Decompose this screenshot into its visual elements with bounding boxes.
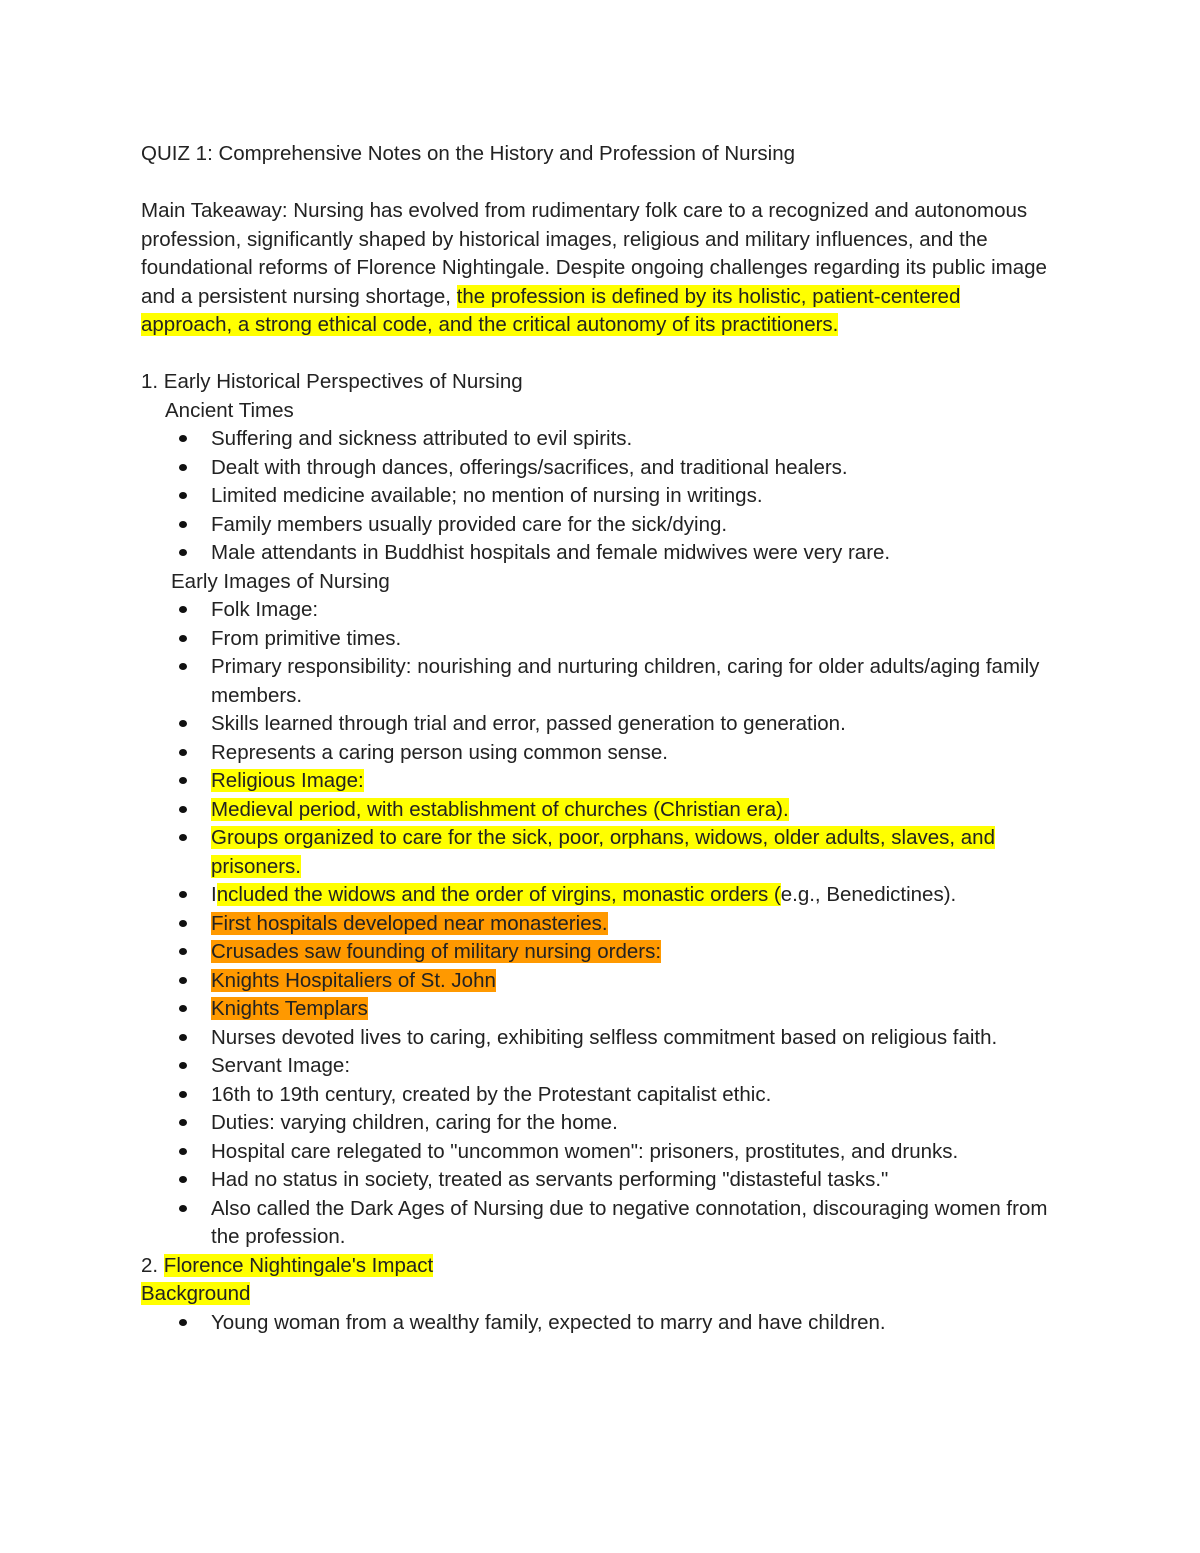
list-item-text: Family members usually provided care for the sick/dying. [211, 512, 728, 536]
list-item-text: Represents a caring person using common sense. [211, 740, 668, 764]
takeaway-highlight: the profession is defined by its holistic, patient-centered approach, a strong ethical code, and the critical autonomy of its practitioners. [141, 284, 961, 336]
list-item-text: From primitive times. [211, 626, 402, 650]
list-item-highlighted [141, 824, 1051, 881]
background-label: Background [141, 1282, 251, 1305]
bullet-icon [179, 521, 187, 528]
bullet-icon [179, 1205, 187, 1212]
list-item-text: Hospital care relegated to "uncommon women": prisoners, prostitutes, and drunks. [211, 1139, 959, 1163]
bullet-icon [179, 435, 187, 442]
bullet-icon [179, 1319, 187, 1326]
takeaway-text: Main Takeaway: Nursing has evolved from rudimentary folk care to a recognized and autonomous profession, significantly shaped by historical images, religious and military influences, and the foundational reforms of Florence Nightingale. Despite ongoing challenges regarding its public image and a persistent nursing shortage, [141, 199, 1047, 308]
bullet-icon [179, 920, 187, 927]
list-item-text: Also called the Dark Ages of Nursing due to negative connotation, discouraging women from the profession. [211, 1196, 1048, 1248]
bullet-icon [179, 749, 187, 756]
document-title: QUIZ 1: Comprehensive Notes on the History and Profession of Nursing [141, 142, 796, 165]
list-item-text: e.g., Benedictines). [780, 883, 957, 906]
list-item-highlight: ncluded the widows and the order of virgins, monastic orders ( [216, 883, 781, 906]
bullet-icon [179, 1091, 187, 1098]
bullet-icon [179, 549, 187, 556]
list-item [141, 482, 1051, 511]
list-item-text: Primary responsibility: nourishing and nurturing children, caring for older adults/aging family members. [211, 655, 1040, 707]
bullet-icon [179, 720, 187, 727]
document-page [141, 140, 1051, 1337]
bullet-icon [179, 663, 187, 670]
main-takeaway [141, 197, 1051, 340]
bullet-icon [179, 1148, 187, 1155]
bullet-icon [179, 464, 187, 471]
list-item-text: Knights Hospitaliers of St. John [211, 968, 496, 992]
list-item [141, 539, 1051, 568]
background-heading [141, 1280, 1051, 1309]
bullet-icon [179, 1119, 187, 1126]
list-item-text: 16th to 19th century, created by the Protestant capitalist ethic. [211, 1082, 772, 1106]
bullet-icon [179, 1034, 187, 1041]
list-item-text: Suffering and sickness attributed to evil spirits. [211, 427, 633, 450]
list-item-text: Limited medicine available; no mention of nursing in writings. [211, 484, 763, 507]
spacer [141, 340, 1051, 369]
list-item [141, 1109, 1051, 1138]
list-item-text: Dealt with through dances, offerings/sacrifices, and traditional healers. [211, 455, 848, 479]
background-list [141, 1309, 1051, 1338]
list-item-text: Skills learned through trial and error, passed generation to generation. [211, 712, 846, 735]
bullet-icon [179, 806, 187, 813]
list-item [141, 739, 1051, 768]
list-item [141, 710, 1051, 739]
list-item [141, 596, 1051, 625]
list-item-highlighted [141, 767, 1051, 796]
list-item [141, 511, 1051, 540]
bullet-icon [179, 492, 187, 499]
list-item-text: Young woman from a wealthy family, expected to marry and have children. [211, 1310, 886, 1334]
section-1-heading: 1. Early Historical Perspectives of Nursing [141, 370, 523, 393]
bullet-icon [179, 948, 187, 955]
list-item [141, 1166, 1051, 1195]
list-item [141, 1052, 1051, 1081]
list-item-text: Religious Image: [211, 769, 364, 792]
list-item-text: Crusades saw founding of military nursing orders: [211, 940, 662, 963]
list-item-text: Had no status in society, treated as servants performing "distasteful tasks." [211, 1168, 889, 1191]
list-item-text: Groups organized to care for the sick, poor, orphans, widows, older adults, slaves, and prisoners. [211, 826, 995, 878]
list-item-text: Male attendants in Buddhist hospitals and female midwives were very rare. [211, 541, 891, 564]
list-item [141, 881, 1051, 910]
list-item [141, 1024, 1051, 1053]
list-item [141, 1195, 1051, 1252]
bullet-icon [179, 891, 187, 898]
section-title: Florence Nightingale's Impact [163, 1253, 434, 1277]
bullet-icon [179, 606, 187, 613]
list-item [141, 1309, 1051, 1338]
list-item-highlighted [141, 910, 1051, 939]
list-item [141, 625, 1051, 654]
bullet-icon [179, 1062, 187, 1069]
list-item [141, 454, 1051, 483]
list-item-highlighted [141, 967, 1051, 996]
bullet-icon [179, 777, 187, 784]
spacer [141, 169, 1051, 198]
list-item-text: Medieval period, with establishment of churches (Christian era). [211, 797, 789, 821]
ancient-times-list [141, 425, 1051, 568]
list-item-text: Servant Image: [211, 1054, 351, 1077]
list-item-text: Nurses devoted lives to caring, exhibiting selfless commitment based on religious faith. [211, 1025, 998, 1049]
bullet-icon [179, 1176, 187, 1183]
list-item-highlighted [141, 995, 1051, 1024]
list-item-text: I [211, 883, 217, 906]
list-item-text: First hospitals developed near monasteries. [211, 911, 608, 935]
bullet-icon [179, 977, 187, 984]
list-item-text: Folk Image: [211, 598, 319, 621]
list-item [141, 425, 1051, 454]
list-item-highlighted [141, 796, 1051, 825]
ancient-times-heading: Ancient Times [165, 398, 294, 422]
list-item [141, 653, 1051, 710]
bullet-icon [179, 834, 187, 841]
list-item-text: Knights Templars [211, 997, 368, 1020]
list-item [141, 1081, 1051, 1110]
bullet-icon [179, 635, 187, 642]
section-number: 2. [141, 1253, 164, 1277]
list-item [141, 1138, 1051, 1167]
bullet-icon [179, 1005, 187, 1012]
early-images-heading: Early Images of Nursing [171, 569, 390, 593]
section-2-heading [141, 1252, 1051, 1281]
list-item-text: Duties: varying children, caring for the home. [211, 1111, 618, 1134]
early-images-list [141, 596, 1051, 1252]
list-item-highlighted [141, 938, 1051, 967]
